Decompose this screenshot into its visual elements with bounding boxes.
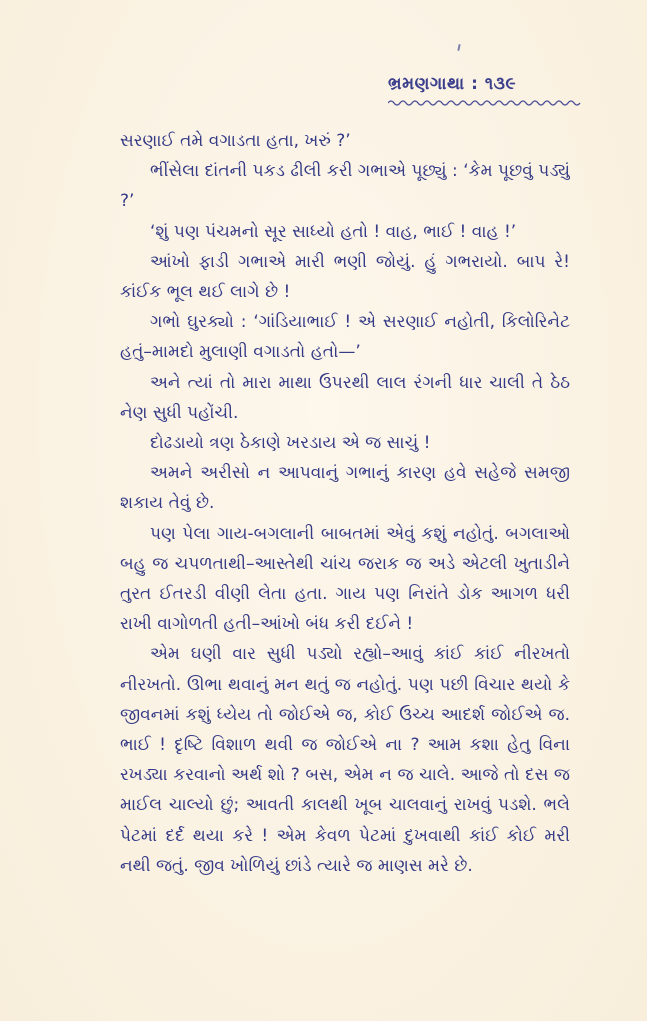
paragraph: અને ત્યાં તો મારા માથા ઉપરથી લાલ રંગની ધાર ચાલી તે ઠેઠ નેણ સુધી પહોંચી. — [120, 372, 570, 423]
paragraph: અમને અરીસો ન આપવાનું ગભાનું કારણ હવે સહેજે સમજી શકાય તેવું છે. — [120, 463, 570, 514]
paragraph: પણ પેલા ગાય-બગલાની બાબતમાં એવું કશું નહોતું. બગલાઓ બહુ જ ચપળતાથી–આસ્તેથી ચાંચ જરાક જ અડે એટલી ખુતાડીને તુરત ઈતરડી વીણી લેતા હતા. ગાય પણ નિરાંતે ડોક આગળ ધરી રાખી વાગોળતી હતી–આંખો બંધ કરી દઈને ! — [120, 523, 570, 635]
paragraph: ‘શું પણ પંચમનો સૂર સાધ્યો હતો ! વાહ, ભાઈ ! વાહ !’ — [150, 221, 517, 242]
ink-speck — [457, 44, 460, 51]
header-wavy-rule — [388, 99, 584, 107]
paragraph: ગભો ઘુરક્યો : ‘ગાંડિયાભાઈ ! એ સરણાઈ નહોતી, કિલોરિનેટ હતું–મામદો મુલાણી વગાડતો હતો—’ — [120, 312, 570, 363]
paragraph: આંખો ફાડી ગભાએ મારી ભણી જોયું. હું ગભરાયો. બાપ રે! કાંઈક ભૂલ થઈ લાગે છે ! — [120, 251, 570, 303]
paragraph: ભીંસેલા દાંતની પકડ ઢીલી કરી ગભાએ પૂછ્યું : ‘કેમ પૂછવું પડ્યું ?’ — [120, 161, 570, 212]
paragraph: એમ ઘણી વાર સુધી પડ્યો રહ્યો–આવું કાંઈ કાંઈ નીરખતો નીરખતો. ઊભા થવાનું મન થતું જ નહોતું. પણ પછી વિચાર થયો કે જીવનમાં કશું ધ્યેય તો જોઈએ જ, કોઈ ઉચ્ચ આદર્શ જોઈએ જ. ભાઈ ! દૃષ્ટિ વિશાળ થવી જ જોઈએ ના ? આમ કશા હેતુ વિના રખડ્યા કરવાનો અર્થ શો ? બસ, એમ ન જ ચાલે. આજે તો દસ જ માઈલ ચાલ્યો છું; આવતી કાલથી ખૂબ ચાલવાનું રાખવું પડશે. ભલે પેટમાં દર્દ થયા કરે ! એમ કેવળ પેટમાં દુખવાથી કાંઈ કોઈ મરી નથી જતું. જીવ ખોળિયું છાંડે ત્યારે જ માણસ મરે છે. — [120, 644, 570, 876]
page-body — [120, 126, 570, 881]
running-header: ભ્રમણગાથા : ૧૩૯ — [388, 74, 517, 94]
paragraph: સરણાઈ તમે વગાડતા હતા, ખરું ?’ — [120, 131, 351, 151]
paragraph: દોઢડાયો ત્રણ ઠેકાણે ખરડાય એ જ સાચું ! — [150, 433, 431, 454]
